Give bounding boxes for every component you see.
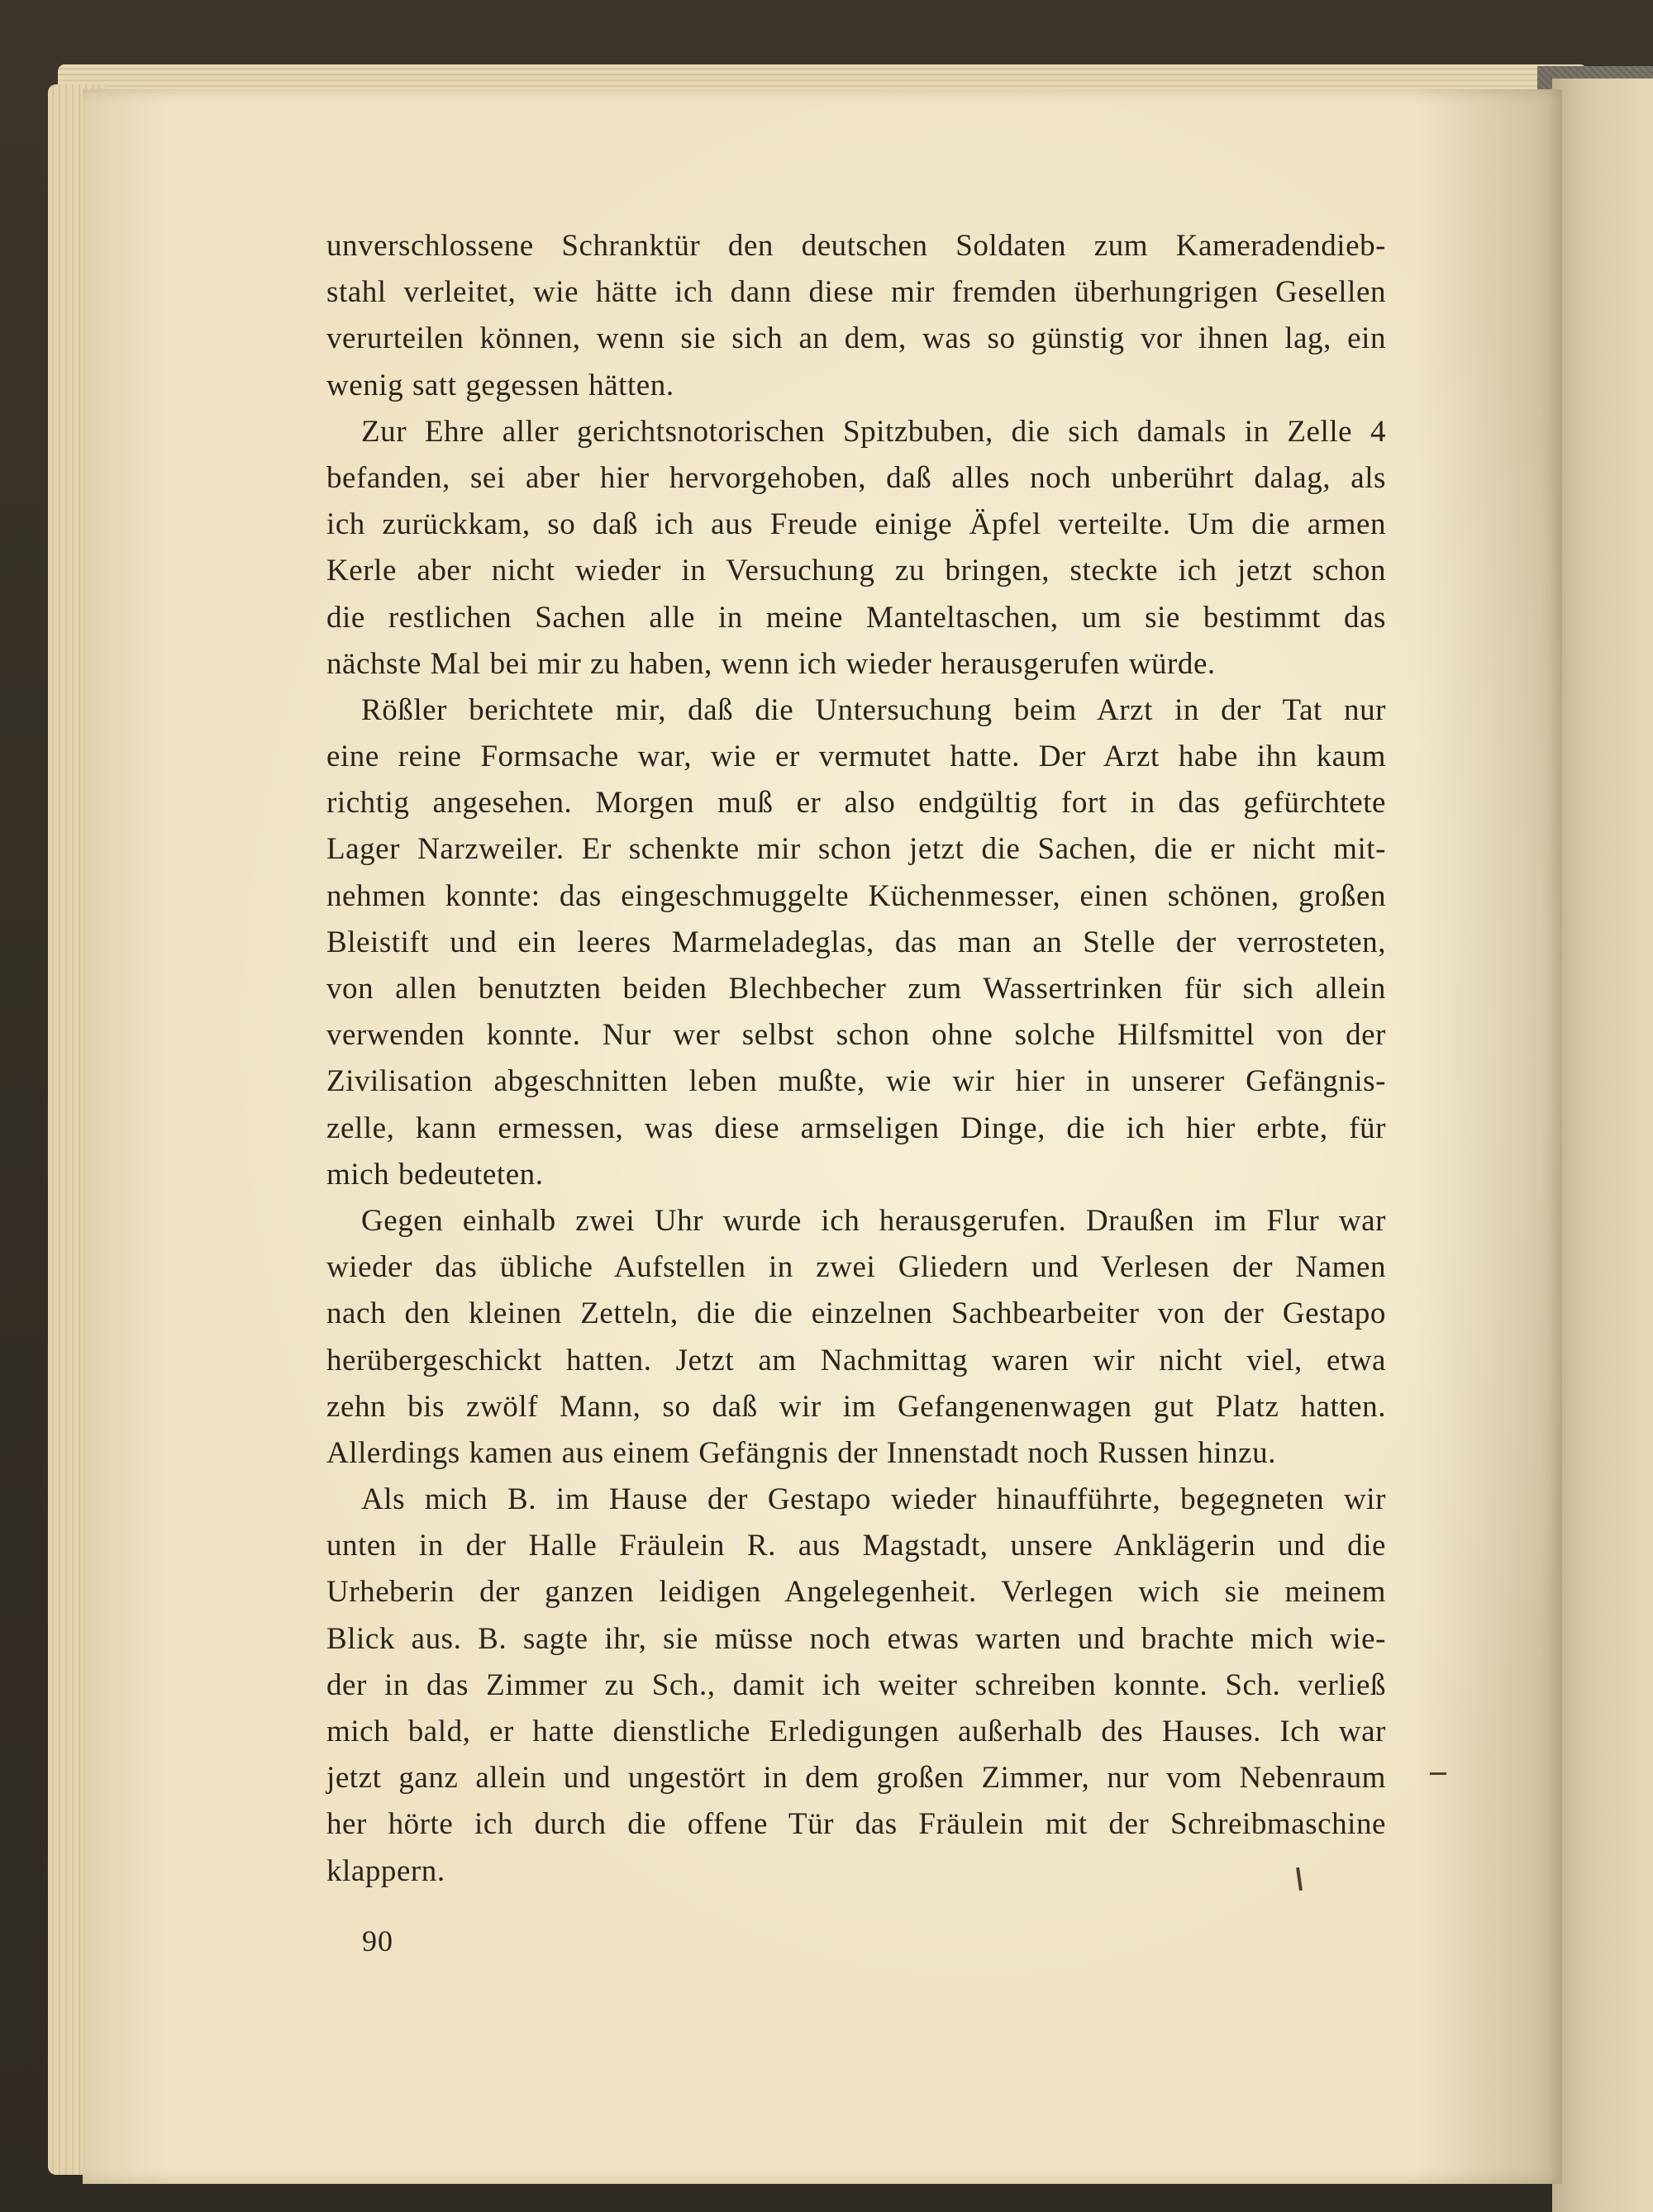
text-line: stahl verleitet, wie hätte ich dann diese mir fremden überhungrigen Gesellen — [326, 275, 1386, 310]
text-line: befanden, sei aber hier hervorgehoben, daß alles noch unberührt dalag, als — [326, 460, 1386, 495]
text-line: richtig angesehen. Morgen muß er also endgültig fort in das gefürchtete — [326, 786, 1386, 821]
paragraph — [326, 1477, 1386, 1895]
text-line: jetzt ganz allein und ungestört in dem großen Zimmer, nur vom Nebenraum — [326, 1761, 1386, 1796]
text-line: zelle, kann ermessen, was diese armseligen Dinge, die ich hier erbte, für — [326, 1111, 1386, 1145]
paragraph — [326, 1198, 1386, 1477]
paragraph — [326, 687, 1386, 1198]
text-line: Blick aus. B. sagte ihr, sie müsse noch etwas warten und brachte mich wie- — [326, 1621, 1386, 1656]
text-line: Kerle aber nicht wieder in Versuchung zu bringen, steckte ich jetzt schon — [326, 554, 1386, 588]
text-line: mich bedeuteten. — [326, 1157, 544, 1192]
page-number: 90 — [362, 1924, 393, 1958]
text-line: Gegen einhalb zwei Uhr wurde ich herausgerufen. Draußen im Flur war — [361, 1203, 1386, 1238]
text-line: zehn bis zwölf Mann, so daß wir im Gefangenenwagen gut Platz hatten. — [326, 1389, 1386, 1424]
text-line: nächste Mal bei mir zu haben, wenn ich wieder herausgerufen würde. — [326, 646, 1216, 681]
text-line: unten in der Halle Fräulein R. aus Magstadt, unsere Anklägerin und die — [326, 1529, 1386, 1563]
text-line: von allen benutzten beiden Blechbecher zum Wassertrinken für sich allein — [326, 972, 1386, 1006]
text-line: verwenden konnte. Nur wer selbst schon ohne solche Hilfsmittel von der — [326, 1018, 1386, 1053]
paragraph — [326, 223, 1386, 409]
stray-mark — [1430, 1772, 1446, 1775]
text-line: der in das Zimmer zu Sch., damit ich weiter schreiben konnte. Sch. verließ — [326, 1667, 1386, 1702]
text-line: herübergeschickt hatten. Jetzt am Nachmittag waren wir nicht viel, etwa — [326, 1343, 1386, 1377]
text-line: eine reine Formsache war, wie er vermutet hatte. Der Arzt habe ihn kaum — [326, 740, 1386, 774]
text-line: wenig satt gegessen hätten. — [326, 368, 674, 402]
facing-page-edge — [1552, 78, 1653, 2212]
body-text — [326, 223, 1386, 1895]
text-line: klappern. — [326, 1853, 445, 1888]
text-line: nehmen konnte: das eingeschmuggelte Küchenmesser, einen schönen, großen — [326, 878, 1386, 913]
text-line: Zur Ehre aller gerichtsnotorischen Spitzbuben, die sich damals in Zelle 4 — [361, 414, 1386, 449]
text-line: Als mich B. im Hause der Gestapo wieder hinaufführte, begegneten wir — [361, 1482, 1386, 1517]
text-line: Allerdings kamen aus einem Gefängnis der Innenstadt noch Russen hinzu. — [326, 1435, 1277, 1470]
text-line: die restlichen Sachen alle in meine Manteltaschen, um sie bestimmt das — [326, 600, 1386, 635]
text-line: unverschlossene Schranktür den deutschen Soldaten zum Kameradendieb- — [326, 229, 1386, 263]
text-line: her hörte ich durch die offene Tür das Fräulein mit der Schreibmaschine — [326, 1807, 1386, 1842]
text-line: Zivilisation abgeschnitten leben mußte, wie wir hier in unserer Gefängnis- — [326, 1064, 1386, 1099]
text-line: Bleistift und ein leeres Marmeladeglas, das man an Stelle der verrosteten, — [326, 925, 1386, 959]
text-line: verurteilen können, wenn sie sich an dem, was so günstig vor ihnen lag, ein — [326, 321, 1386, 356]
text-line: Lager Narzweiler. Er schenkte mir schon jetzt die Sachen, die er nicht mit- — [326, 832, 1386, 867]
text-line: Rößler berichtete mir, daß die Untersuchung beim Arzt in der Tat nur — [361, 692, 1386, 727]
paragraph — [326, 409, 1386, 687]
text-line: nach den kleinen Zetteln, die die einzelnen Sachbearbeiter von der Gestapo — [326, 1296, 1386, 1331]
text-line: ich zurückkam, so daß ich aus Freude einige Äpfel verteilte. Um die armen — [326, 507, 1386, 542]
text-line: Urheberin der ganzen leidigen Angelegenheit. Verlegen wich sie meinem — [326, 1575, 1386, 1610]
text-line: wieder das übliche Aufstellen in zwei Gliedern und Verlesen der Namen — [326, 1250, 1386, 1285]
text-line: mich bald, er hatte dienstliche Erledigungen außerhalb des Hauses. Ich war — [326, 1715, 1386, 1748]
